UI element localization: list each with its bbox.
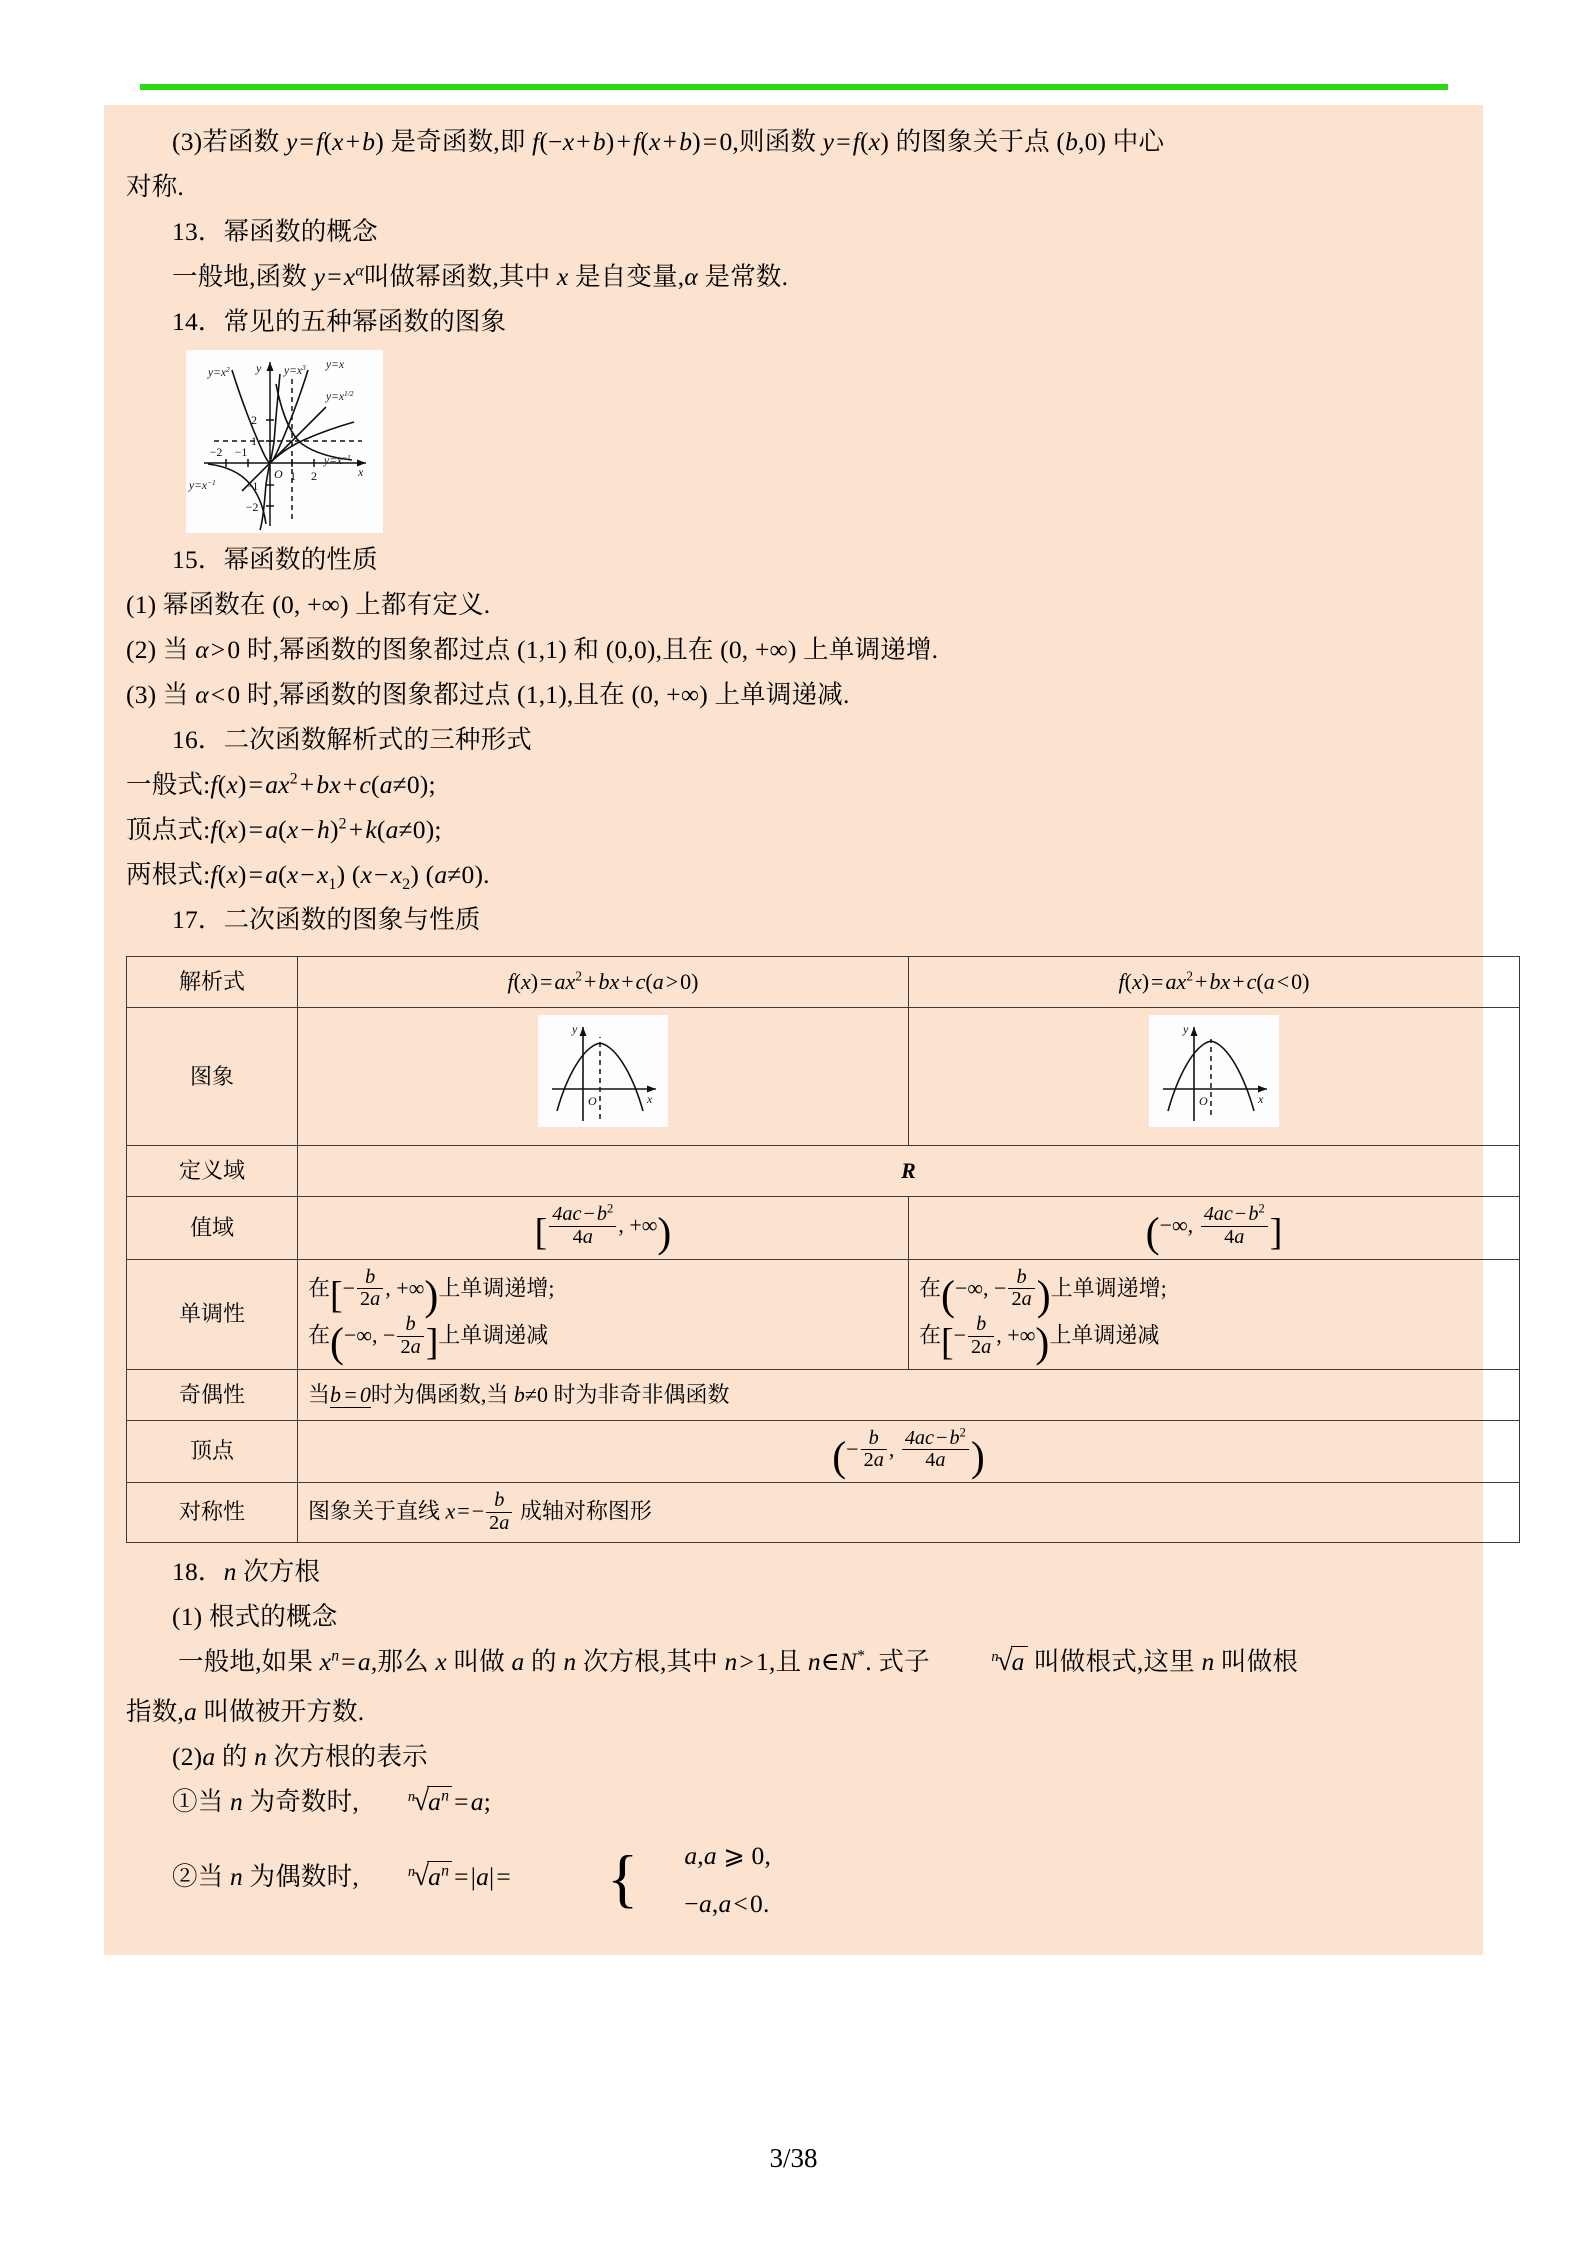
item18-2-title: (2)a 的 n 次方根的表示 (172, 1741, 428, 1771)
item18-1-body-b: 指数,a 叫做被开方数. (126, 1696, 365, 1726)
power-label-xinv-r: $y=x^{-1}$ (324, 453, 351, 467)
piecewise-expression: { a,a ⩾ 0, −a,a<0. (515, 1830, 771, 1928)
svg-text:x: x (647, 1092, 653, 1106)
svg-text:−2: −2 (245, 500, 259, 514)
svg-text:2: 2 (251, 413, 257, 427)
item3-line2: 对称. (126, 172, 184, 201)
mono-neg-line2: 在[− $\frac{b}{2a}$ , +∞)上单调递减 (919, 1313, 1160, 1367)
cell-symmetry: 图象关于直线 x=− $\frac{b}{2a}$ 成轴对称图形 (298, 1483, 1520, 1543)
table-row (127, 1369, 1520, 1420)
svg-text:x: x (1258, 1092, 1264, 1106)
svg-text:y: y (572, 1022, 578, 1036)
svg-text:−2: −2 (209, 445, 223, 459)
row-label-symmetry: 对称性 (127, 1483, 298, 1543)
item15-1: (1) 幂函数在 (0, +∞) 上都有定义. (126, 590, 491, 619)
cell-monotonicity-positive (298, 1259, 909, 1369)
svg-text:y: y (256, 361, 262, 375)
cell-graph-down (909, 1008, 1520, 1146)
header-accent-rule (140, 84, 1448, 90)
table-row (127, 1420, 1520, 1483)
cell-monotonicity-negative (909, 1259, 1520, 1369)
cell-range-positive: [ $\frac{4ac-b^2}{4a}$ , +∞) (298, 1197, 909, 1260)
row-label-graph: 图象 (127, 1008, 298, 1146)
item13-body: 一般地,函数 $y=x^\alpha$叫做幂函数,其中 x 是自变量,α 是常数. (172, 262, 789, 291)
item15-title: 15．幂函数的性质 (172, 545, 378, 574)
power-label-x: y=x (326, 359, 344, 371)
cell-graph-up (298, 1008, 909, 1146)
row-label-monotonicity: 单调性 (127, 1259, 298, 1369)
quadratic-properties-table (126, 956, 1520, 1543)
power-function-figure (186, 350, 383, 533)
row-label-parity: 奇偶性 (127, 1369, 298, 1420)
cell-parity: 当b=0时为偶函数,当 b≠0 时为非奇非偶函数 (298, 1369, 1520, 1420)
table-row (127, 1197, 1520, 1260)
table-row (127, 957, 1520, 1008)
table-row (127, 1259, 1520, 1369)
item18-1-body-a: 一般地,如果 $x^n=a$,那么 x 叫做 a 的 n 次方根,其中 n>1,且 n∈N*. 式子 $^n$√a 叫做根式,这里 n 叫做根 (178, 1645, 1299, 1677)
svg-text:1: 1 (290, 469, 296, 483)
content-block (104, 105, 1483, 1955)
svg-text:O: O (274, 467, 283, 481)
svg-text:−1: −1 (245, 479, 259, 493)
svg-text:−1: −1 (234, 445, 248, 459)
power-label-x3: $y=x^3$ (284, 363, 306, 377)
row-label-domain: 定义域 (127, 1146, 298, 1197)
item14-title: 14．常见的五种幂函数的图象 (172, 307, 507, 336)
item16-3: 两根式$:f(x)=a(x-x_1)$ $(x-x_2)$ (a≠0). (126, 860, 490, 894)
piecewise-bottom: −a,a<0. (684, 1889, 770, 1919)
svg-text:1: 1 (251, 434, 257, 448)
power-label-xinv-l: $y=x^{-1}$ (189, 478, 216, 492)
table-row (127, 1146, 1520, 1197)
cell-vertex: (− $\frac{b}{2a}$ , $\frac{4ac-b^2}{4a}$ ) (298, 1420, 1520, 1483)
item18-1-title: (1) 根式的概念 (172, 1601, 338, 1631)
item18-2-a: ①当 n 为奇数时, $^n√a^n =a$; (172, 1785, 492, 1817)
item16-2: 顶点式$:f(x)=a(x-h)^2+k(a\ne 0)$; (126, 815, 442, 844)
cell-range-negative: (−∞, $\frac{4ac-b^2}{4a}$ ] (909, 1197, 1520, 1260)
svg-text:2: 2 (311, 469, 317, 483)
item18-2-b: ②当 n 为偶数时, $^n√a^n =|a|=$ { a,a ⩾ 0, −a,a<0. (126, 1829, 1461, 1929)
row-label-vertex: 顶点 (127, 1420, 298, 1483)
mono-neg-line1: 在(−∞, − $\frac{b}{2a}$ )上单调递增; (919, 1265, 1167, 1320)
cell-domain: R (298, 1146, 1520, 1197)
cell-analytic-negative: $f(x)=ax^2+bx+c(a<0)$ (909, 957, 1520, 1008)
row-label-range: 值域 (127, 1197, 298, 1260)
table-row (127, 1483, 1520, 1543)
item16-title: 16．二次函数解析式的三种形式 (172, 725, 533, 754)
power-label-sqrt: $y=x^{1/2}$ (326, 389, 354, 403)
svg-text:O: O (588, 1094, 597, 1108)
mono-pos-line1: 在[− $\frac{b}{2a}$ , +∞)上单调递增; (308, 1265, 555, 1320)
row-label-analytic: 解析式 (127, 957, 298, 1008)
item3-line1: (3)若函数 y=f(x+b) 是奇函数,即 f(−x+b)+f(x+b)=0,则函数 y=f(x) 的图象关于点 (b,0) 中心 (172, 127, 1165, 156)
svg-text:x: x (358, 465, 364, 479)
page-number: 3/38 (769, 2143, 818, 2173)
body-area (104, 105, 1483, 1955)
item18-title: 18．n 次方根 (172, 1556, 321, 1586)
parabola-down-figure (1149, 1015, 1279, 1127)
svg-text:O: O (1199, 1094, 1208, 1108)
item13-title: 13．幂函数的概念 (172, 217, 378, 246)
table-row (127, 1008, 1520, 1146)
item15-3: (3) 当 α<0 时,幂函数的图象都过点 (1,1),且在 (0, +∞) 上单调递减. (126, 680, 850, 709)
svg-text:y: y (1183, 1022, 1189, 1036)
item15-2: (2) 当 α>0 时,幂函数的图象都过点 (1,1) 和 (0,0),且在 (0, +∞) 上单调递增. (126, 635, 939, 664)
power-label-x2: $y=x^2$ (208, 365, 230, 379)
cell-analytic-positive: $f(x)=ax^2+bx+c(a>0)$ (298, 957, 909, 1008)
mono-pos-line2: 在(−∞, − $\frac{b}{2a}$ ]上单调递减 (308, 1313, 549, 1367)
item17-title: 17．二次函数的图象与性质 (172, 905, 481, 934)
piecewise-top: a,a ⩾ 0, (684, 1841, 772, 1871)
item16-1: 一般式$:f(x)=ax^2+bx+c(a\ne 0)$; (126, 770, 436, 799)
parabola-up-figure (538, 1015, 668, 1127)
